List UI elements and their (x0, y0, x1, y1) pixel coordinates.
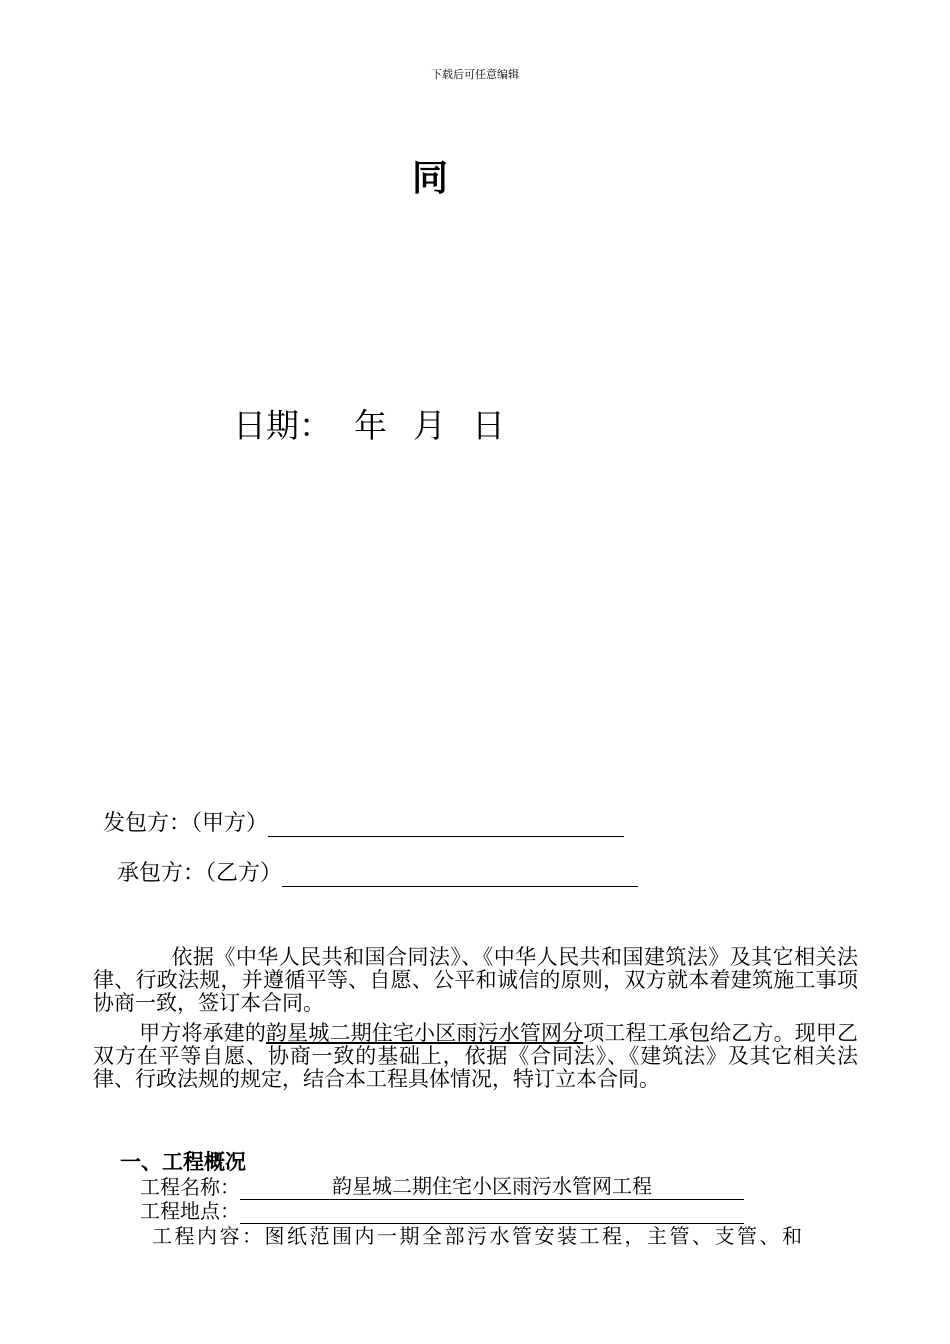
date-label: 日期： (233, 406, 332, 445)
scope-suffix: 项工程工承包给乙方。现甲乙双方在平等自愿、协商一致的基础上，依据《合同法》、《建筑法》及其它相关法律、行政法规的规定，结合本工程具体情况，特订立本合同。 (93, 1021, 859, 1091)
date-year: 年 (354, 406, 387, 445)
intro-paragraph (93, 946, 858, 1015)
project-name-inline: 韵星城二期住宅小区雨污水管网分 (266, 1021, 584, 1045)
date-month: 月 (413, 406, 446, 445)
date-line (233, 400, 505, 447)
party-a-blank[interactable] (268, 810, 624, 837)
date-day: 日 (472, 406, 505, 445)
party-b-blank[interactable] (282, 860, 638, 887)
intro-text: 依据《中华人民共和国合同法》、《中华人民共和国建筑法》及其它相关法律、行政法规，并遵循平等、自愿、公平和诚信的原则，双方就本着建筑施工事项协商一致，签订本合同。 (93, 945, 858, 1015)
party-b-label: 承包方：（乙方） (117, 861, 283, 886)
project-content-value: 图纸范围内一期全部污水管安装工程，主管、支管、和 (264, 1224, 805, 1248)
party-b-line (117, 856, 638, 887)
section-heading: 一、工程概况 (120, 1150, 246, 1174)
party-a-label: 发包方：（甲方） (103, 811, 269, 836)
scope-paragraph (93, 1022, 858, 1091)
project-content-label: 工程内容： (152, 1224, 265, 1248)
project-location-label: 工程地点： (140, 1199, 240, 1223)
header-note: 下载后可任意编辑 (431, 68, 519, 81)
project-content-row (152, 1220, 805, 1249)
project-name-label: 工程名称： (140, 1175, 240, 1199)
scope-prefix: 甲方将承建的 (139, 1021, 267, 1045)
project-name-text: 韵星城二期住宅小区雨污水管网工程 (332, 1174, 652, 1198)
contract-title: 同 (412, 158, 449, 199)
party-a-line (103, 806, 624, 837)
